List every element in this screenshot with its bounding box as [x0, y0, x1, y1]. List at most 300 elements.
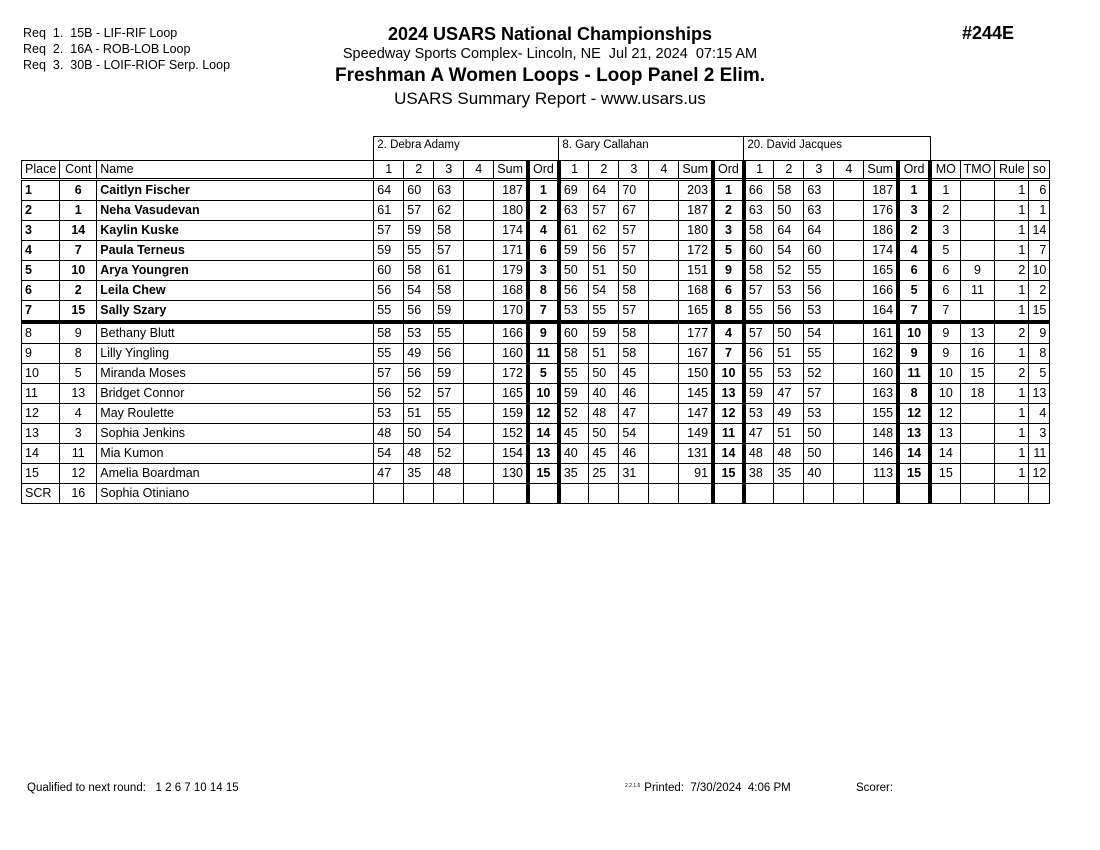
score-cell: 59: [374, 241, 404, 261]
col-tmo: TMO: [960, 161, 995, 180]
score-cell: [834, 464, 864, 484]
score-cell: 54: [434, 424, 464, 444]
score-cell: [464, 261, 494, 281]
score-cell: 38: [744, 464, 774, 484]
sum-cell: 145: [679, 384, 713, 404]
score-cell: 56: [374, 384, 404, 404]
sum-cell: 176: [864, 201, 898, 221]
ord-cell: 8: [713, 301, 744, 323]
name-cell: Sophia Otiniano: [97, 484, 374, 504]
name-cell: Lilly Yingling: [97, 344, 374, 364]
ord-cell: 14: [528, 424, 559, 444]
sum-cell: 179: [494, 261, 528, 281]
score-cell: [649, 344, 679, 364]
table-row: [22, 404, 1050, 424]
score-cell: 50: [774, 201, 804, 221]
score-cell: 55: [744, 301, 774, 323]
place-cell: 10: [22, 364, 60, 384]
mo-cell: 3: [930, 221, 960, 241]
score-cell: 69: [559, 180, 589, 201]
tmo-cell: [960, 444, 995, 464]
tmo-cell: [960, 301, 995, 323]
mo-cell: 14: [930, 444, 960, 464]
requirement-1: Req 1. 15B - LIF-RIF Loop: [23, 26, 178, 40]
cont-cell: 15: [60, 301, 97, 323]
score-cell: 57: [434, 241, 464, 261]
tmo-cell: [960, 180, 995, 201]
score-cell: [464, 301, 494, 323]
score-cell: 47: [374, 464, 404, 484]
score-cell: 56: [404, 364, 434, 384]
score-cell: [464, 384, 494, 404]
col-judge-1-fig-4: 4: [464, 161, 494, 180]
sum-cell: 159: [494, 404, 528, 424]
score-cell: 50: [404, 424, 434, 444]
score-cell: 54: [404, 281, 434, 301]
judge-3-name: 20. David Jacques: [744, 137, 930, 161]
score-cell: 58: [559, 344, 589, 364]
score-cell: [464, 444, 494, 464]
ord-cell: [713, 484, 744, 504]
score-cell: 51: [774, 424, 804, 444]
score-cell: 62: [589, 221, 619, 241]
name-cell: Sally Szary: [97, 301, 374, 323]
mo-cell: 9: [930, 322, 960, 344]
so-cell: 6: [1029, 180, 1050, 201]
name-cell: May Roulette: [97, 404, 374, 424]
cont-cell: 3: [60, 424, 97, 444]
col-judge-3-fig-1: 1: [744, 161, 774, 180]
results-table: [21, 136, 1050, 504]
sum-cell: 165: [864, 261, 898, 281]
score-cell: 46: [619, 384, 649, 404]
score-cell: [649, 404, 679, 424]
score-cell: 49: [404, 344, 434, 364]
tmo-cell: 9: [960, 261, 995, 281]
place-cell: 2: [22, 201, 60, 221]
score-cell: 50: [589, 424, 619, 444]
sum-cell: 155: [864, 404, 898, 424]
score-cell: 55: [434, 404, 464, 424]
score-cell: 56: [589, 241, 619, 261]
rule-cell: 1: [995, 241, 1029, 261]
so-cell: 14: [1029, 221, 1050, 241]
score-cell: 48: [744, 444, 774, 464]
score-cell: [834, 404, 864, 424]
score-cell: 52: [804, 364, 834, 384]
score-cell: [834, 201, 864, 221]
sum-cell: 203: [679, 180, 713, 201]
ord-cell: 12: [713, 404, 744, 424]
ord-cell: 2: [528, 201, 559, 221]
rule-cell: [995, 484, 1029, 504]
score-cell: [464, 344, 494, 364]
score-cell: 53: [374, 404, 404, 424]
score-cell: 57: [434, 384, 464, 404]
table-row: [22, 344, 1050, 364]
col-judge-1-ord: Ord: [528, 161, 559, 180]
table-row: [22, 281, 1050, 301]
score-cell: 47: [744, 424, 774, 444]
score-cell: 55: [744, 364, 774, 384]
sum-cell: 168: [679, 281, 713, 301]
ord-cell: 4: [528, 221, 559, 241]
col-judge-2-ord: Ord: [713, 161, 744, 180]
ord-cell: 6: [898, 261, 930, 281]
score-cell: 61: [434, 261, 464, 281]
sum-cell: 147: [679, 404, 713, 424]
ord-cell: 15: [528, 464, 559, 484]
score-cell: 64: [589, 180, 619, 201]
score-cell: 56: [774, 301, 804, 323]
ord-cell: 5: [898, 281, 930, 301]
score-cell: 52: [434, 444, 464, 464]
sum-cell: 162: [864, 344, 898, 364]
cont-cell: 5: [60, 364, 97, 384]
score-cell: [834, 484, 864, 504]
score-cell: 45: [559, 424, 589, 444]
ord-cell: 9: [898, 344, 930, 364]
rule-cell: 1: [995, 201, 1029, 221]
sum-cell: 180: [494, 201, 528, 221]
requirement-2: Req 2. 16A - ROB-LOB Loop: [23, 42, 191, 56]
score-cell: 58: [744, 261, 774, 281]
score-cell: 55: [804, 261, 834, 281]
score-cell: 48: [404, 444, 434, 464]
ord-cell: 11: [713, 424, 744, 444]
mo-cell: 6: [930, 261, 960, 281]
score-cell: [649, 241, 679, 261]
ord-cell: 14: [713, 444, 744, 464]
score-cell: [619, 484, 649, 504]
score-cell: 48: [374, 424, 404, 444]
score-cell: 55: [589, 301, 619, 323]
place-cell: 7: [22, 301, 60, 323]
score-cell: [649, 221, 679, 241]
tmo-cell: 11: [960, 281, 995, 301]
event-number: #244E: [962, 23, 1015, 43]
cont-cell: 12: [60, 464, 97, 484]
table-row: [22, 221, 1050, 241]
score-cell: 47: [619, 404, 649, 424]
score-cell: [464, 180, 494, 201]
ord-cell: 8: [898, 384, 930, 404]
ord-cell: 2: [713, 201, 744, 221]
score-cell: 58: [619, 344, 649, 364]
score-cell: 58: [404, 261, 434, 281]
score-cell: 47: [774, 384, 804, 404]
score-cell: [464, 424, 494, 444]
score-cell: 49: [774, 404, 804, 424]
ord-cell: 13: [898, 424, 930, 444]
mo-cell: 7: [930, 301, 960, 323]
score-cell: 55: [374, 301, 404, 323]
col-judge-3-fig-4: 4: [834, 161, 864, 180]
score-cell: 50: [804, 424, 834, 444]
score-cell: 60: [744, 241, 774, 261]
score-cell: 51: [404, 404, 434, 424]
score-cell: 57: [804, 384, 834, 404]
mo-cell: 2: [930, 201, 960, 221]
table-row: [22, 444, 1050, 464]
cont-cell: 8: [60, 344, 97, 364]
sum-cell: [679, 484, 713, 504]
score-cell: [804, 484, 834, 504]
score-cell: [834, 221, 864, 241]
ord-cell: 11: [898, 364, 930, 384]
sum-cell: 91: [679, 464, 713, 484]
score-cell: 53: [774, 281, 804, 301]
score-cell: 60: [374, 261, 404, 281]
score-cell: 56: [374, 281, 404, 301]
score-cell: [649, 464, 679, 484]
cont-cell: 13: [60, 384, 97, 404]
so-cell: 15: [1029, 301, 1050, 323]
score-cell: 57: [744, 322, 774, 344]
score-cell: 66: [744, 180, 774, 201]
sum-cell: 172: [494, 364, 528, 384]
rule-cell: 1: [995, 424, 1029, 444]
tmo-cell: [960, 404, 995, 424]
sum-cell: 113: [864, 464, 898, 484]
score-cell: [649, 322, 679, 344]
score-cell: 58: [774, 180, 804, 201]
sum-cell: 168: [494, 281, 528, 301]
table-row: [22, 364, 1050, 384]
score-cell: 59: [744, 384, 774, 404]
ord-cell: 14: [898, 444, 930, 464]
sum-cell: 165: [679, 301, 713, 323]
score-cell: [834, 364, 864, 384]
judge-1-name: 2. Debra Adamy: [374, 137, 559, 161]
cont-cell: 2: [60, 281, 97, 301]
sum-cell: 187: [864, 180, 898, 201]
mo-cell: 12: [930, 404, 960, 424]
requirements-list: [23, 25, 230, 73]
score-cell: 64: [774, 221, 804, 241]
score-cell: 58: [619, 281, 649, 301]
score-cell: 56: [434, 344, 464, 364]
so-cell: [1029, 484, 1050, 504]
score-cell: [649, 281, 679, 301]
score-cell: 57: [619, 301, 649, 323]
col-judge-1-fig-3: 3: [434, 161, 464, 180]
rule-cell: 1: [995, 301, 1029, 323]
score-cell: 25: [589, 464, 619, 484]
score-cell: [649, 424, 679, 444]
score-cell: 61: [374, 201, 404, 221]
score-cell: 70: [619, 180, 649, 201]
ord-cell: 7: [898, 301, 930, 323]
sum-cell: 186: [864, 221, 898, 241]
score-cell: 50: [619, 261, 649, 281]
mo-cell: 10: [930, 384, 960, 404]
so-cell: 7: [1029, 241, 1050, 261]
table-row: [22, 464, 1050, 484]
score-cell: [649, 180, 679, 201]
qualified-list: 1 2 6 7 10 14 15: [155, 782, 239, 794]
ord-cell: [528, 484, 559, 504]
score-cell: 53: [404, 322, 434, 344]
score-cell: 51: [774, 344, 804, 364]
ord-cell: 4: [898, 241, 930, 261]
score-cell: 31: [619, 464, 649, 484]
score-cell: [834, 281, 864, 301]
score-cell: 56: [559, 281, 589, 301]
score-cell: [464, 322, 494, 344]
score-cell: 55: [434, 322, 464, 344]
column-header-row: [22, 161, 1050, 180]
score-cell: [374, 484, 404, 504]
col-judge-1-sum: Sum: [494, 161, 528, 180]
sum-cell: 154: [494, 444, 528, 464]
score-cell: 58: [744, 221, 774, 241]
cont-cell: 14: [60, 221, 97, 241]
tmo-cell: 15: [960, 364, 995, 384]
ord-cell: 10: [898, 322, 930, 344]
score-cell: 52: [404, 384, 434, 404]
sum-cell: 149: [679, 424, 713, 444]
score-cell: [464, 201, 494, 221]
score-cell: 45: [589, 444, 619, 464]
score-cell: 57: [619, 221, 649, 241]
score-cell: [649, 364, 679, 384]
place-cell: 9: [22, 344, 60, 364]
place-cell: 13: [22, 424, 60, 444]
rule-cell: 1: [995, 384, 1029, 404]
event-title: Freshman A Women Loops - Loop Panel 2 Elim.: [334, 65, 765, 86]
col-judge-2-sum: Sum: [679, 161, 713, 180]
sum-cell: 171: [494, 241, 528, 261]
name-cell: Sophia Jenkins: [97, 424, 374, 444]
rule-cell: 1: [995, 344, 1029, 364]
score-cell: [649, 444, 679, 464]
cont-cell: 11: [60, 444, 97, 464]
place-cell: SCR: [22, 484, 60, 504]
venue-date: Speedway Sports Complex- Lincoln, NE Jul 21, 2024 07:15 AM: [342, 46, 758, 62]
table-row: [22, 384, 1050, 404]
table-row: [22, 322, 1050, 344]
ord-cell: 12: [898, 404, 930, 424]
score-cell: 57: [589, 201, 619, 221]
so-cell: 11: [1029, 444, 1050, 464]
rule-cell: 1: [995, 221, 1029, 241]
scorer-label: Scorer:: [856, 782, 894, 794]
score-cell: [649, 301, 679, 323]
score-cell: [404, 484, 434, 504]
sum-cell: 180: [679, 221, 713, 241]
report-header: [250, 22, 850, 110]
score-cell: [434, 484, 464, 504]
score-cell: 40: [589, 384, 619, 404]
sum-cell: 152: [494, 424, 528, 444]
score-cell: 54: [589, 281, 619, 301]
requirement-3: Req 3. 30B - LOIF-RIOF Serp. Loop: [23, 58, 231, 72]
score-cell: 59: [559, 384, 589, 404]
name-cell: Kaylin Kuske: [97, 221, 374, 241]
so-cell: 1: [1029, 201, 1050, 221]
score-cell: 50: [559, 261, 589, 281]
col-rule: Rule: [995, 161, 1029, 180]
mo-cell: 5: [930, 241, 960, 261]
sum-cell: 166: [864, 281, 898, 301]
table-row: [22, 301, 1050, 323]
col-judge-3-fig-2: 2: [774, 161, 804, 180]
score-cell: [834, 344, 864, 364]
col-place: Place: [22, 161, 60, 180]
score-cell: 59: [589, 322, 619, 344]
sum-cell: 187: [494, 180, 528, 201]
col-judge-3-ord: Ord: [898, 161, 930, 180]
mo-cell: 9: [930, 344, 960, 364]
ord-cell: 5: [713, 241, 744, 261]
sum-cell: 167: [679, 344, 713, 364]
score-cell: [649, 201, 679, 221]
ord-cell: 9: [713, 261, 744, 281]
score-cell: 64: [804, 221, 834, 241]
score-cell: 56: [744, 344, 774, 364]
judge-2-name: 8. Gary Callahan: [559, 137, 744, 161]
tmo-cell: [960, 484, 995, 504]
name-cell: Mia Kumon: [97, 444, 374, 464]
place-cell: 1: [22, 180, 60, 201]
score-cell: 64: [374, 180, 404, 201]
score-cell: 54: [804, 322, 834, 344]
score-cell: 59: [404, 221, 434, 241]
ord-cell: 7: [528, 301, 559, 323]
place-cell: 11: [22, 384, 60, 404]
score-cell: 63: [559, 201, 589, 221]
table-row: [22, 424, 1050, 444]
score-cell: [774, 484, 804, 504]
score-cell: 62: [434, 201, 464, 221]
score-cell: 58: [434, 281, 464, 301]
score-cell: [464, 464, 494, 484]
score-cell: [834, 444, 864, 464]
col-judge-1-fig-1: 1: [374, 161, 404, 180]
score-cell: 53: [744, 404, 774, 424]
score-cell: 50: [804, 444, 834, 464]
score-cell: 57: [374, 364, 404, 384]
score-cell: [649, 384, 679, 404]
name-cell: Amelia Boardman: [97, 464, 374, 484]
score-cell: [464, 221, 494, 241]
place-cell: 6: [22, 281, 60, 301]
mo-cell: 10: [930, 364, 960, 384]
cont-cell: 4: [60, 404, 97, 424]
championship-title: 2024 USARS National Championships: [387, 24, 713, 44]
score-cell: 52: [774, 261, 804, 281]
score-cell: 51: [589, 344, 619, 364]
score-cell: 40: [804, 464, 834, 484]
place-cell: 14: [22, 444, 60, 464]
table-row: [22, 261, 1050, 281]
col-cont: Cont: [60, 161, 97, 180]
score-cell: 48: [589, 404, 619, 424]
score-cell: 46: [619, 444, 649, 464]
score-cell: 57: [374, 221, 404, 241]
name-cell: Caitlyn Fischer: [97, 180, 374, 201]
col-judge-2-fig-2: 2: [589, 161, 619, 180]
score-cell: [464, 484, 494, 504]
col-judge-3-fig-3: 3: [804, 161, 834, 180]
qualified-line: [27, 782, 239, 794]
so-cell: 12: [1029, 464, 1050, 484]
ord-cell: 3: [528, 261, 559, 281]
score-cell: 52: [559, 404, 589, 424]
table-row: [22, 180, 1050, 201]
judge-header-row: [22, 137, 1050, 161]
